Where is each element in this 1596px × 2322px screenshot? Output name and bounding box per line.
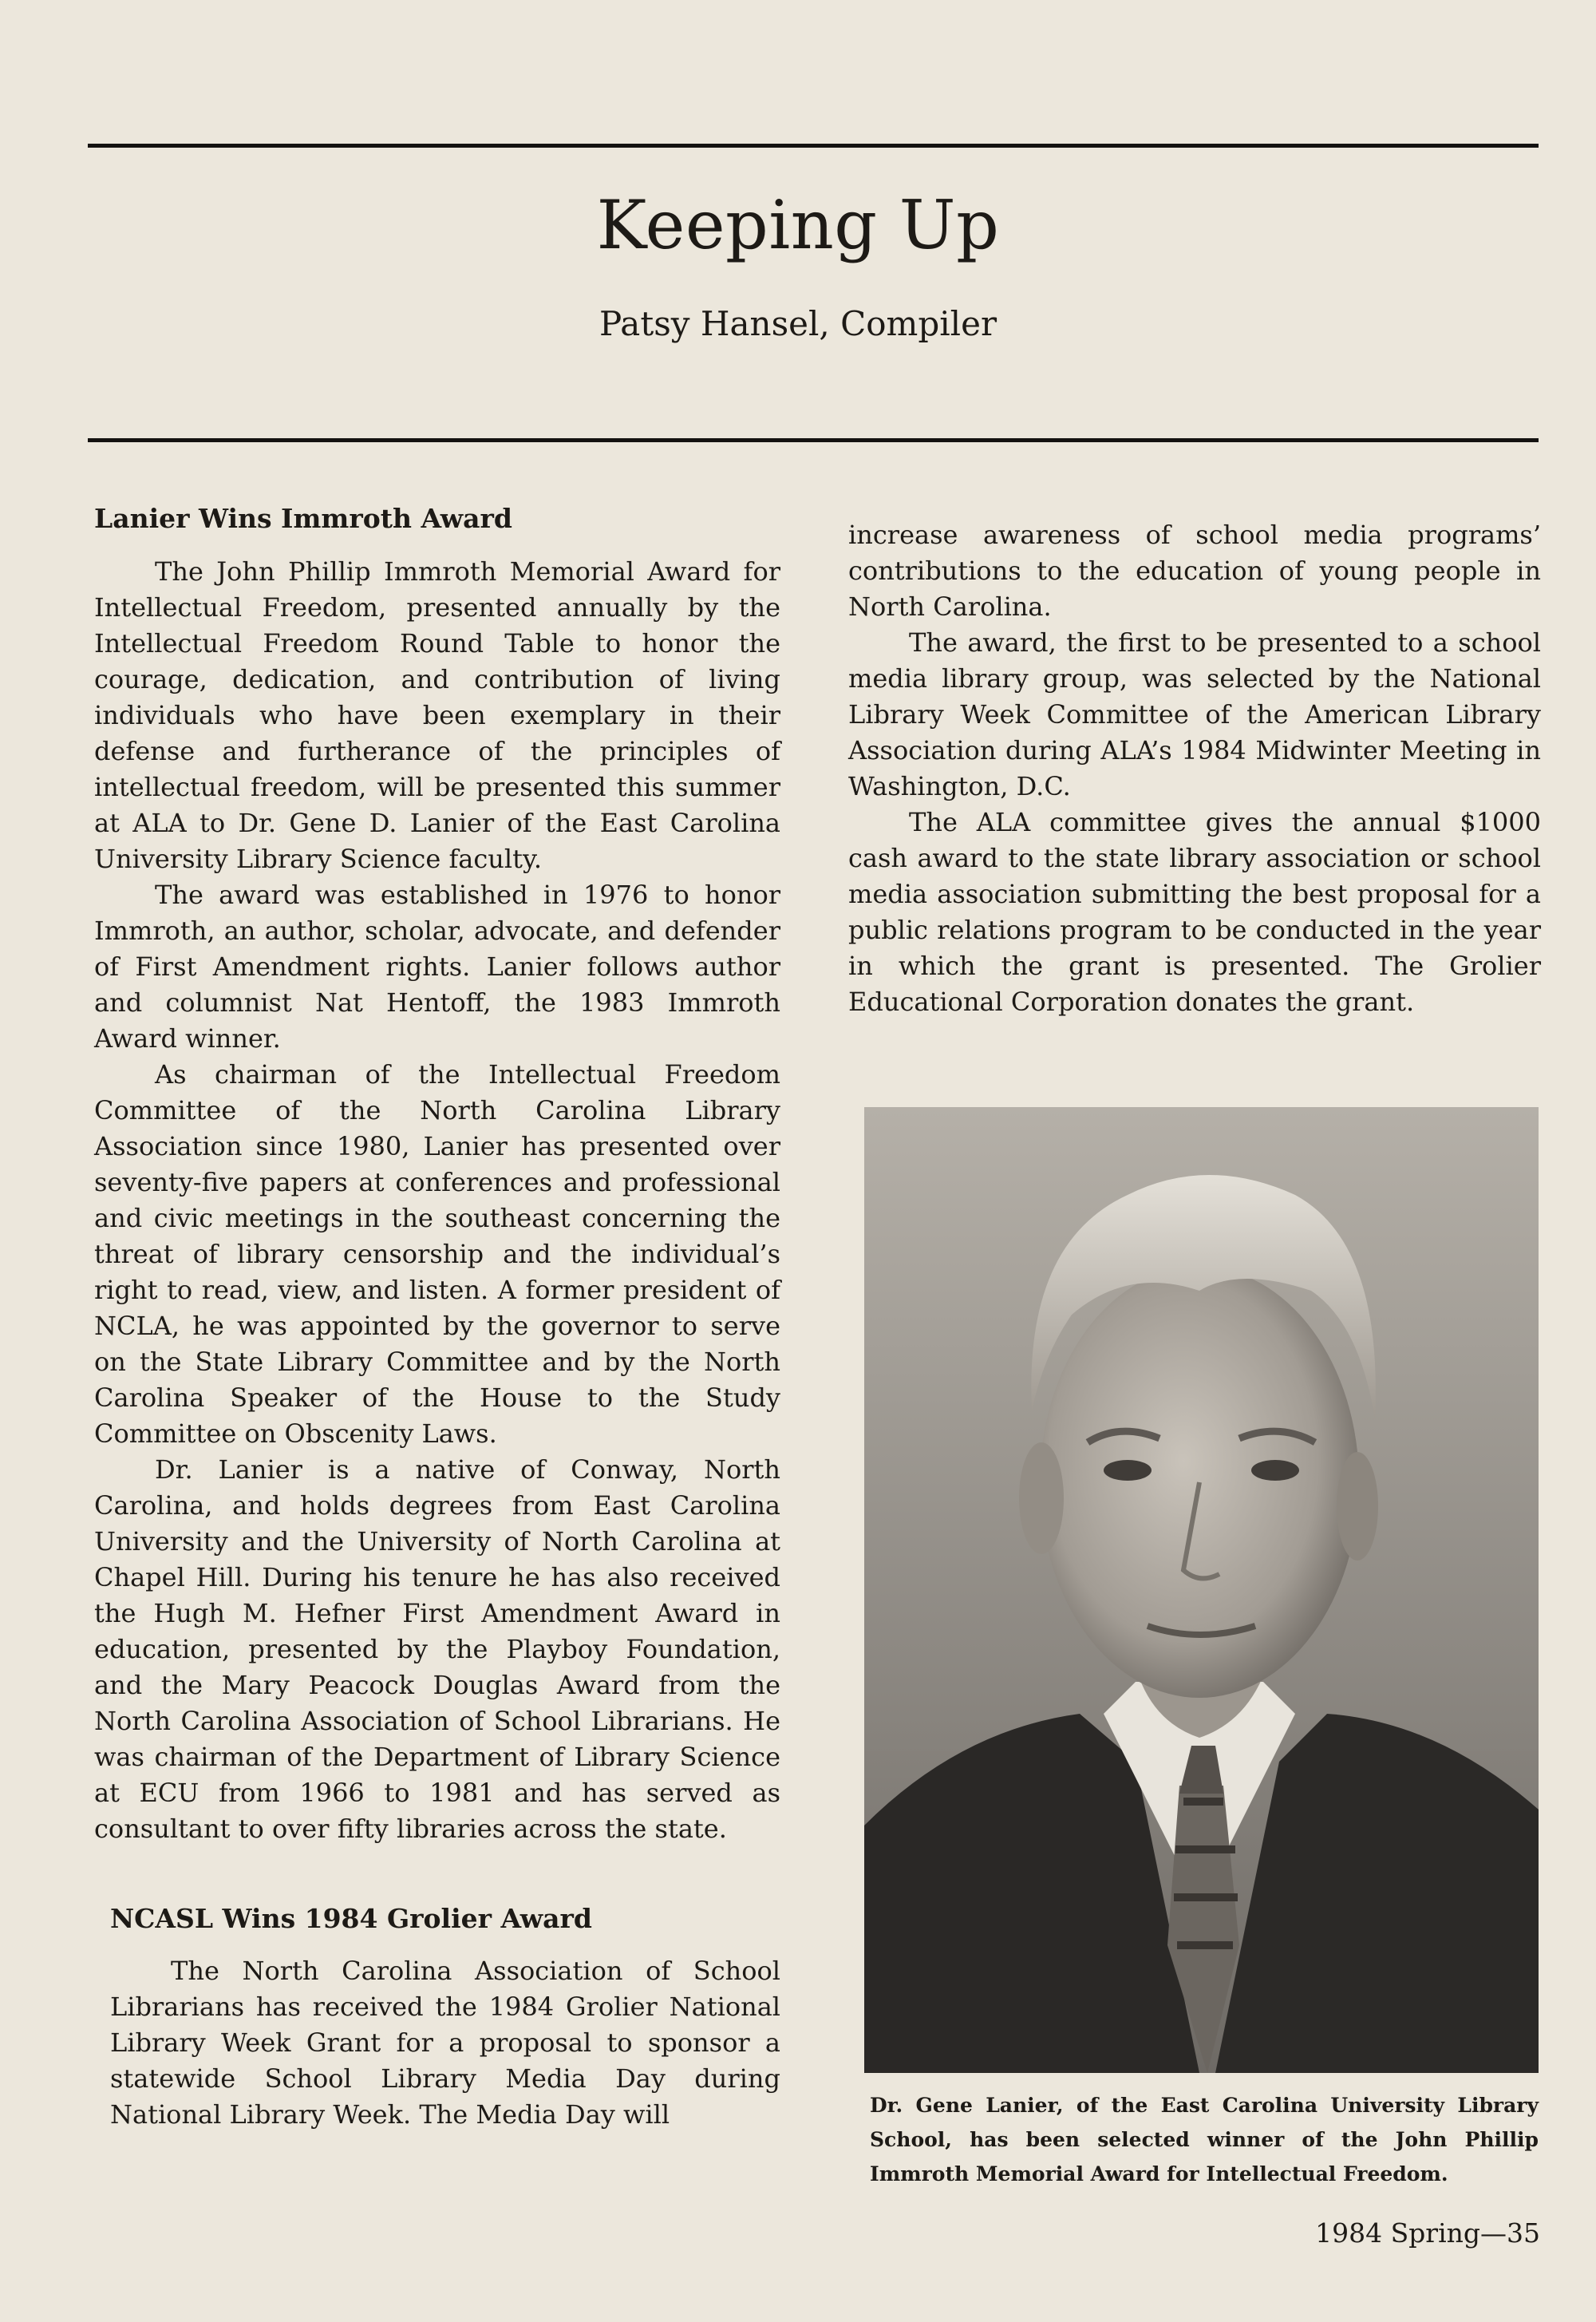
bottom-rule	[88, 438, 1539, 442]
top-rule	[88, 144, 1539, 148]
paragraph: The award, the first to be presented to a school media library group, was selected by the National Library Week Committee of the American Library Association during ALA’s 1984 Midwinter Meeting in Washington, D.C.	[848, 627, 1541, 801]
photo-caption: Dr. Gene Lanier, of the East Carolina University Library School, has been selected winner of the John Phillip Immroth Memorial Award for Intellectual Freedom.	[870, 2094, 1539, 2186]
right-column	[848, 517, 1541, 1020]
paragraph: The John Phillip Immroth Memorial Award for Intellectual Freedom, presented annually by the Intellectual Freedom Round Table to honor the courage, dedication, and contribution of living individuals who have been exemplary in their defense and furtherance of the principles of intellectual freedom, will be presented this summer at ALA to Dr. Gene D. Lanier of the East Carolina University Library Science faculty.	[94, 556, 780, 874]
paragraph: Dr. Lanier is a native of Conway, North Carolina, and holds degrees from East Carolina University and the University of North Carolina at Chapel Hill. During his tenure he has also received the Hugh M. Hefner First Amendment Award in education, presented by the Playboy Foundation, and the Mary Peacock Douglas Award from the North Carolina Association of School Librarians. He was chairman of the Department of Library Science at ECU from 1966 to 1981 and has served as consultant to over fifty libraries across the state.	[94, 1454, 780, 1844]
paragraph: The award was established in 1976 to honor Immroth, an author, scholar, advocate, and defender of First Amendment rights. Lanier follows author and columnist Nat Hentoff, the 1983 Immroth Award winner.	[94, 879, 780, 1054]
left-column	[94, 503, 780, 2133]
page-title: Keeping Up	[596, 186, 1000, 264]
paragraph: As chairman of the Intellectual Freedom Committee of the North Carolina Library Association since 1980, Lanier has presented over seventy-five papers at conferences and professional and civic meetings in the southeast concerning the threat of library censorship and the individual’s right to read, view, and listen. A former president of NCLA, he was appointed by the governor to serve on the State Library Committee and by the North Carolina Speaker of the House to the Study Committee on Obscenity Laws.	[94, 1058, 780, 1449]
article-heading-immroth: Lanier Wins Immroth Award	[94, 503, 512, 534]
portrait-photo	[864, 1107, 1539, 2073]
article-heading-grolier: NCASL Wins 1984 Grolier Award	[110, 1902, 593, 1934]
page-folio: 1984 Spring—35	[1315, 2217, 1540, 2249]
byline: Patsy Hansel, Compiler	[598, 304, 998, 343]
paragraph: The ALA committee gives the annual $1000 cash award to the state library association or school media association submitting the best proposal for a public relations program to be conducted in the year in which the grant is presented. The Grolier Educational Corporation donates the grant.	[848, 807, 1541, 1017]
paragraph: The North Carolina Association of School Librarians has received the 1984 Grolier National Library Week Grant for a proposal to sponsor a statewide School Library Media Day during National Library Week. The Media Day will	[110, 1956, 780, 2130]
paragraph-continuation: increase awareness of school media programs’ contributions to the education of young people in North Carolina.	[848, 520, 1541, 622]
